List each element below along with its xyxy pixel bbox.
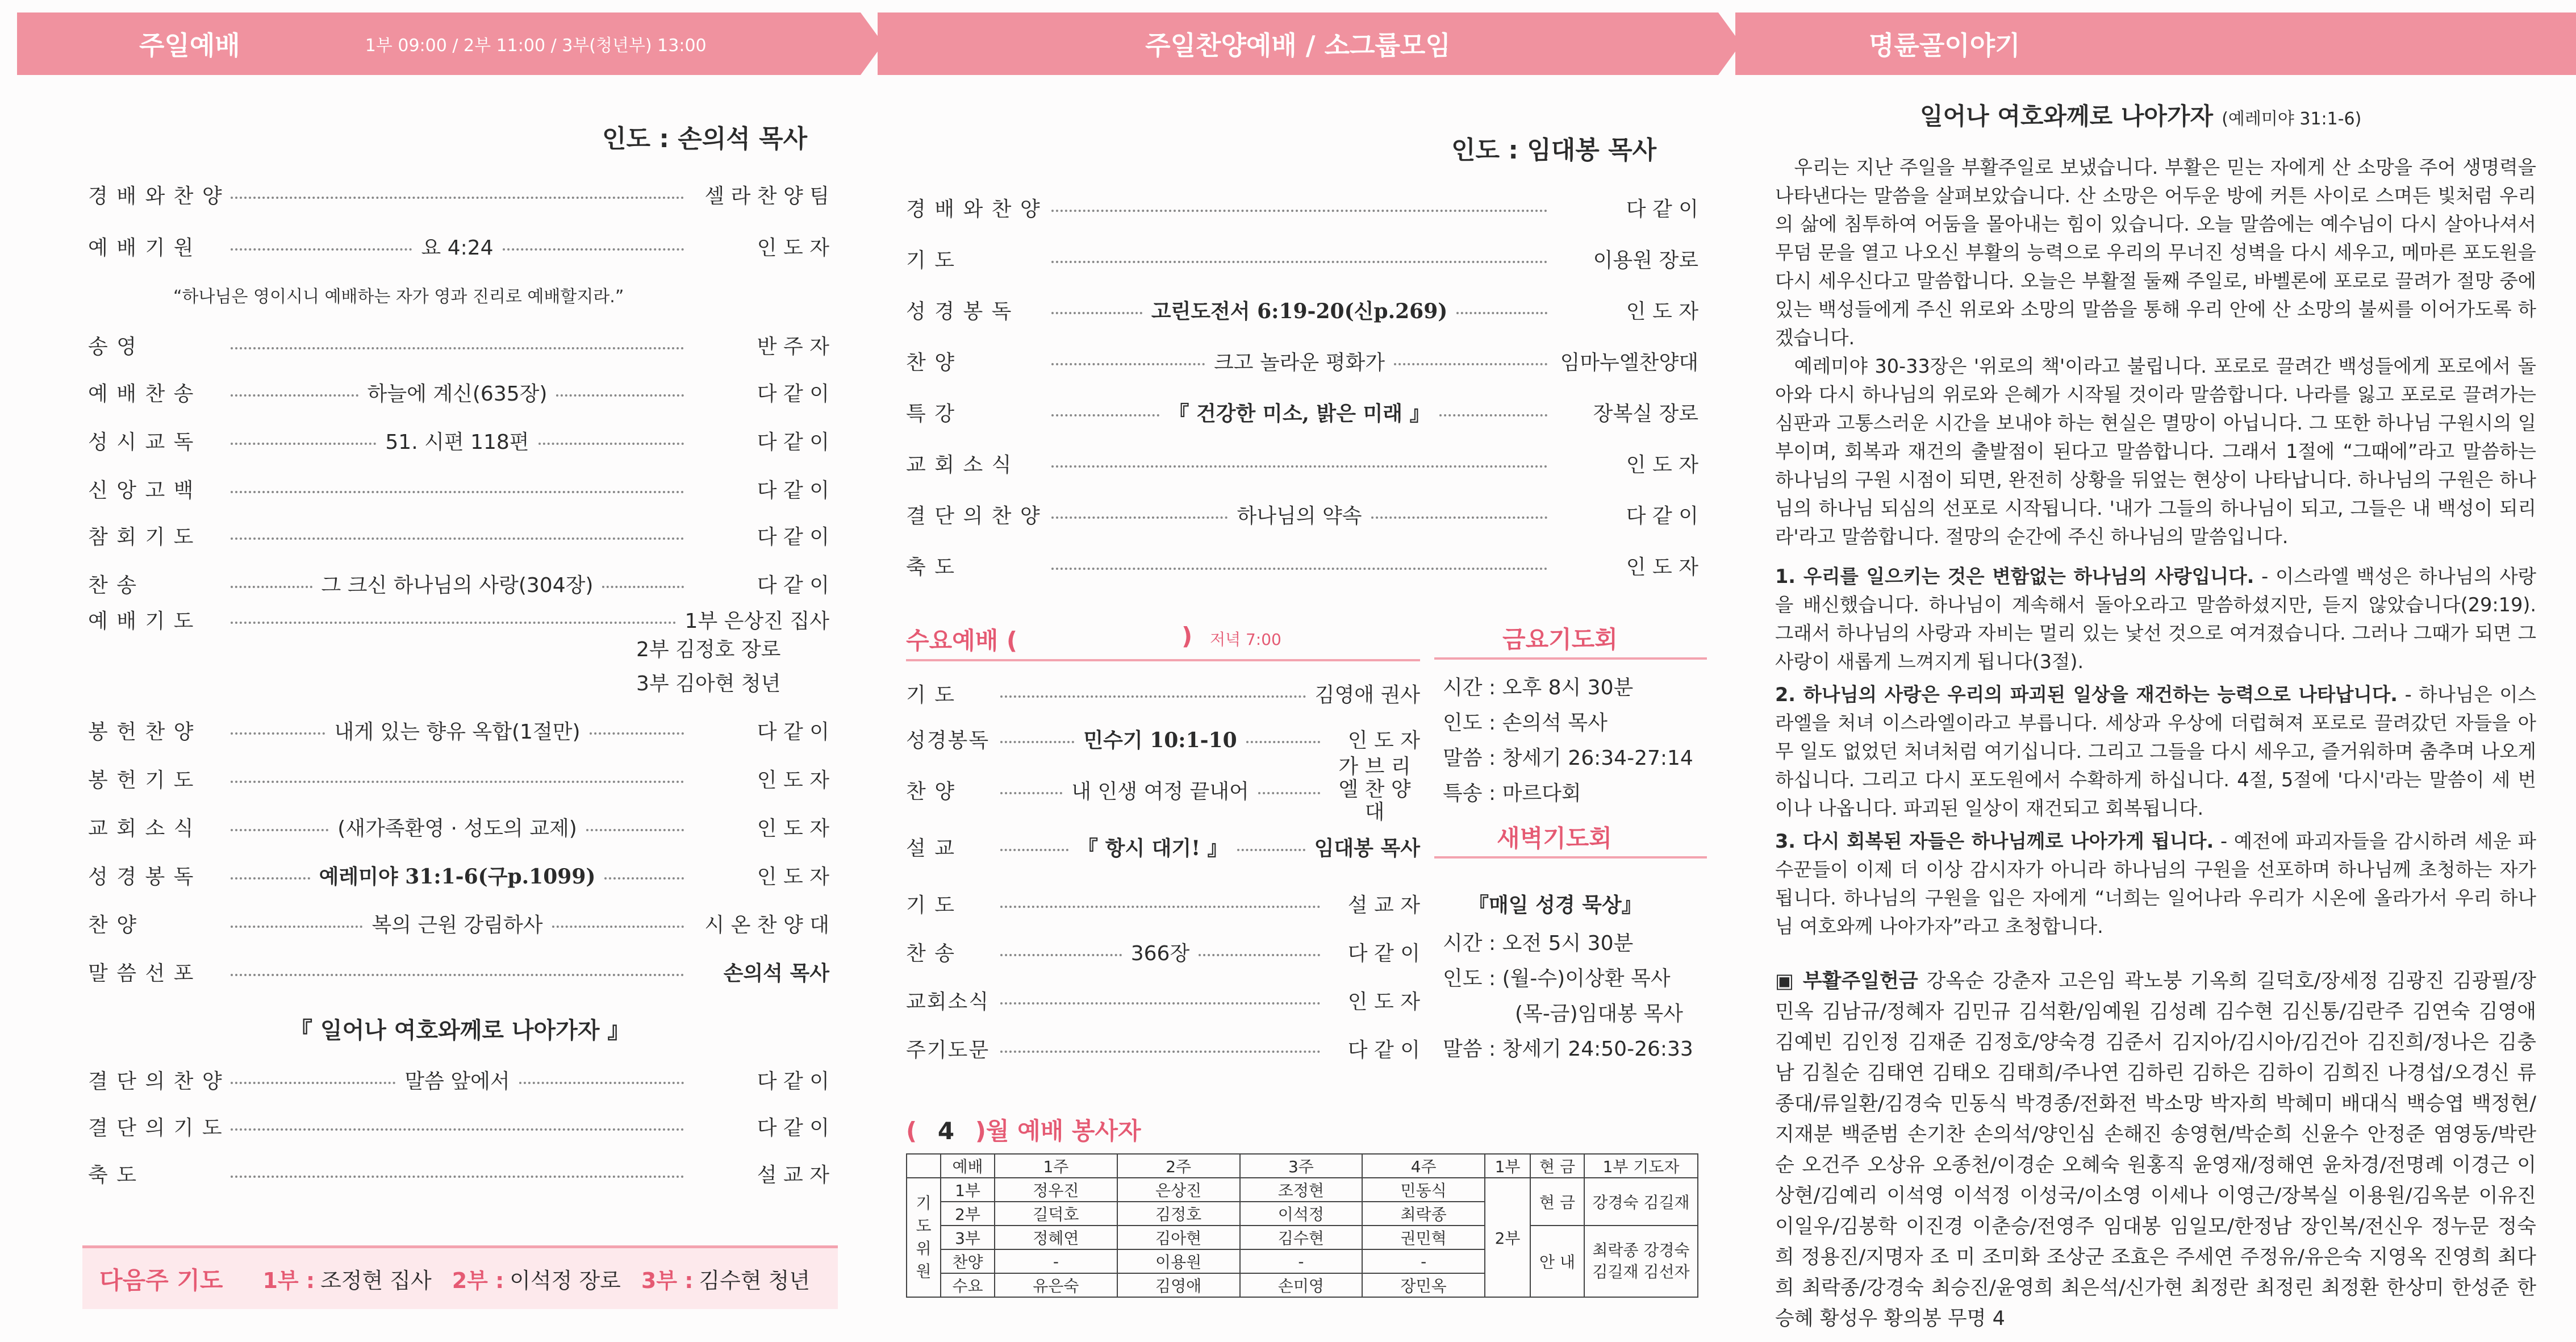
order-content: 요 4:24 bbox=[421, 236, 494, 260]
volunteer-title bbox=[906, 1112, 1141, 1147]
leader-dots bbox=[503, 248, 684, 251]
order-person: 인 도 자 bbox=[1347, 990, 1420, 1014]
fri-line: 특송 : 마르다회 bbox=[1443, 782, 1581, 805]
next-1-name: 조정현 집사 bbox=[320, 1268, 432, 1293]
order-person: 가 브 리 엘 찬 양 대 bbox=[1338, 755, 1411, 824]
order-content: 『 건강한 미소, 밝은 미래 』 bbox=[1168, 401, 1430, 426]
next-1-label: 1부 : bbox=[262, 1268, 315, 1293]
leader-dots bbox=[1000, 906, 1320, 908]
order-content: 『 항시 대기! 』 bbox=[1078, 836, 1228, 860]
order-person: 인 도 자 bbox=[757, 865, 829, 889]
order-person: 셀 라 찬 양 팀 bbox=[704, 184, 829, 208]
order-person: 인 도 자 bbox=[1626, 555, 1698, 579]
name-cell: 길덕호 bbox=[995, 1202, 1117, 1226]
order-person: 다 같 이 bbox=[1626, 197, 1698, 221]
leader-dots bbox=[604, 877, 684, 880]
order-content: 그 크신 하나님의 사랑(304장) bbox=[321, 573, 594, 597]
next-2-label: 2부 : bbox=[452, 1268, 504, 1293]
fri-line: 시간 : 오후 8시 30분 bbox=[1443, 676, 1634, 699]
dawn-divider bbox=[1434, 856, 1707, 858]
praise-worship-panel bbox=[861, 0, 1718, 1342]
point-body: - 이스라엘 백성은 하나님의 사랑을 배신했습니다. 하나님이 계속해서 돌아오라고 말씀하셨지만, 듣지 않았습니다(29:19). 그래서 하나님의 사랑과 자비는 멀리 있는 낯선 것으로 여겨졌습니다. 그러나 그때가 되면 그 사랑이 새롭게 느껴지게 됩니다(3절). bbox=[1775, 565, 2536, 673]
order-person: 인 도 자 bbox=[757, 236, 829, 260]
offering-names: 강옥순 강춘자 고은임 곽노붕 기옥희 길덕호/장세정 김광진 김광필/장민옥 김남규/정혜자 김민규 김석환/임예원 김성례 김수현 김신통/김란주 김연숙 김영애 김예빈 김인정 김재준 김정호/양숙경 김준서 김지아/김시아/김건아 김진희/정나은 김충남 김칠순 김태연 김태오 김태희/주나연 김하린 김하은 김하이 김희진 나경섭/오경신 류종대/류일환/김경숙 민동식 박경종/전화전 박소망 박자희 박혜미 배대식 백승엽 백정현/지재분 백준범 손기찬 손의석/양인심 손해진 송영현/박순희 신윤수 안정준 염영동/박란순 오건주 오상유 오종천/이경순 오혜숙 원홍직 윤영재/정해연 윤차경/전명례 이경근 이상현/김예리 이석영 이석정 이성국/이소영 이세나 이영근/장복실 이용원/김옥분 이유진 이일우/김봉학 이진경 이춘승/전영주 임대봉 임일모/한정남 장인복/전신우 정누문 정숙희 정용진/지명자 조 미 조미화 조상군 조효은 주세연 주정유/유은숙 지영옥 진영희 최다희 최락종/강경숙 최승진/윤영희 최은석/신가현 최정란 최정린 최정환 한상미 한성준 한승혜 황성우 황의봉 무명 4 bbox=[1775, 970, 2536, 1330]
leader-dots bbox=[538, 443, 684, 445]
order-person: 시 온 찬 양 대 bbox=[704, 913, 830, 937]
leader-dots bbox=[231, 1128, 684, 1131]
next-3-name: 김수현 청년 bbox=[699, 1268, 811, 1293]
fri-info bbox=[1443, 670, 1693, 811]
table-header bbox=[907, 1154, 1698, 1178]
order-row bbox=[906, 722, 1420, 756]
leader-dots bbox=[231, 443, 376, 445]
order-person: 다 같 이 bbox=[757, 382, 829, 406]
order-row bbox=[906, 983, 1420, 1017]
next-3-label: 3부 : bbox=[641, 1268, 694, 1293]
order-person: 인 도 자 bbox=[757, 816, 829, 840]
table-row bbox=[907, 1226, 1698, 1249]
leader-dots bbox=[1051, 568, 1547, 570]
fri-divider bbox=[1434, 657, 1707, 660]
order-row bbox=[906, 293, 1698, 327]
point-body: - 하나님은 이스라엘을 처녀 이스라엘이라고 부릅니다. 세상과 우상에 더럽혀져 포로로 끌려갔던 자들을 아무 일도 없었던 처녀처럼 여기십니다. 그리고 그들을 다시 세우고, 즐거워하며 춤추며 나오게 하십니다. 그리고 다시 포도원에서 수확하게 하십니다. 4절, 5절에 '다시'라는 말씀이 세 번이나 나옵니다. 파괴된 일상이 재건되고 회복됩니다. bbox=[1775, 683, 2536, 819]
leader-dots bbox=[1051, 414, 1159, 416]
order-row bbox=[906, 548, 1698, 582]
head-cell bbox=[907, 1154, 941, 1178]
order-person: 1부 은상진 집사 bbox=[684, 609, 829, 633]
order-content: 민수기 10:1-10 bbox=[1083, 728, 1237, 752]
dawn-line: 인도 : (월-수)이상환 목사 bbox=[1443, 967, 1671, 990]
leader-dots bbox=[231, 781, 684, 783]
leader-dots bbox=[1394, 363, 1547, 365]
order-row bbox=[88, 423, 829, 457]
leader-dots bbox=[1439, 414, 1547, 416]
name-cell: 민동식 bbox=[1362, 1178, 1485, 1202]
order-label: 축 도 bbox=[906, 555, 955, 579]
order-label: 축 도 bbox=[88, 1163, 137, 1187]
wed-divider bbox=[906, 659, 1420, 661]
leader-dots bbox=[231, 491, 684, 493]
table-row bbox=[907, 1178, 1698, 1202]
order-content: (새가족환영 · 성도의 교제) bbox=[337, 816, 577, 840]
order-row bbox=[88, 472, 829, 506]
article-paragraph: 우리는 지난 주일을 부활주일로 보냈습니다. 부활은 믿는 자에게 산 소망을 주어 생명력을 나타낸다는 말씀을 살펴보았습니다. 산 소망은 어두운 방에 커튼 사이로 스며든 빛처럼 우리의 삶에 침투하여 어둠을 몰아내는 힘이 있습니다. 오늘 말씀에는 예수님이 다시 살아나셔서 무덤 문을 열고 나오신 부활의 능력으로 우리의 무너진 성벽을 다시 세우고, 메마른 포도원을 다시 세우신다고 말씀합니다. 오늘은 부활절 둘째 주일로, 바벨론에 포로로 끌려가 절망 중에 있는 백성들에게 주신 위로와 소망의 말씀을 통해 우리 안에 산 소망의 불씨를 이어가도록 하겠습니다. bbox=[1775, 156, 2536, 349]
order-person: 다 같 이 bbox=[1626, 504, 1699, 528]
order-row bbox=[88, 602, 829, 636]
order-content: 내게 있는 향유 옥합(1절만) bbox=[334, 720, 581, 744]
leader-dots bbox=[231, 537, 684, 540]
name-cell: 손미영 bbox=[1240, 1273, 1363, 1297]
order-person: 반 주 자 bbox=[757, 335, 829, 359]
order-row bbox=[906, 446, 1698, 480]
dawn-title: 새벽기도회 bbox=[1497, 824, 1612, 852]
order-label: 경 배 와 찬 양 bbox=[906, 197, 1041, 221]
order-label: 송 영 bbox=[88, 335, 137, 359]
order-row bbox=[906, 935, 1420, 969]
leader-dots bbox=[231, 829, 328, 831]
order-person: 다 같 이 bbox=[757, 430, 829, 454]
leader-dots bbox=[1000, 792, 1062, 794]
svc-cell: 3부 bbox=[941, 1226, 995, 1249]
order-label: 찬 양 bbox=[88, 913, 137, 937]
vol-month: 4 bbox=[937, 1117, 955, 1145]
offering-list bbox=[1775, 966, 2536, 1334]
order-row bbox=[88, 761, 829, 795]
leader-dots bbox=[231, 197, 684, 199]
head-cell: 1부 bbox=[1485, 1154, 1530, 1178]
name-cell: 김아현 bbox=[1117, 1226, 1240, 1249]
name-cell: 최락종 bbox=[1362, 1202, 1485, 1226]
wed-title-start: 수요예배 ( bbox=[906, 627, 1018, 655]
dawn-info bbox=[1443, 926, 1693, 1067]
guide-names: 최락종 강경숙 김길재 김선자 bbox=[1584, 1226, 1698, 1297]
leader-dots bbox=[231, 926, 362, 928]
order-person: 다 같 이 bbox=[757, 573, 829, 597]
order-label: 예 배 기 도 bbox=[88, 609, 195, 633]
offering-title: ▣ 부활주일헌금 bbox=[1775, 970, 1918, 993]
order-row bbox=[906, 497, 1698, 531]
order-content: 내 인생 여정 끝내어 bbox=[1071, 780, 1249, 803]
name-cell: 김수현 bbox=[1240, 1226, 1363, 1249]
order-row bbox=[906, 190, 1698, 224]
wed-time: 저녁 7:00 bbox=[1210, 630, 1281, 649]
order-label: 찬 양 bbox=[906, 780, 955, 803]
svc-cell: 1부 bbox=[941, 1178, 995, 1202]
order-content: 366장 bbox=[1130, 941, 1190, 965]
leader-dots bbox=[1258, 792, 1320, 794]
offering-names: 강경숙 김길재 bbox=[1584, 1178, 1698, 1226]
leader-dots bbox=[519, 1082, 684, 1084]
order-label: 기 도 bbox=[906, 893, 955, 917]
order-label: 결 단 의 찬 양 bbox=[88, 1069, 223, 1093]
leader-dots bbox=[1199, 954, 1320, 956]
vol-title-rest: )월 예배 봉사자 bbox=[975, 1117, 1141, 1145]
article-ref: (예레미야 31:1-6) bbox=[2222, 109, 2362, 129]
order-content: 51. 시편 118편 bbox=[385, 430, 529, 454]
leader-dots bbox=[231, 1176, 684, 1178]
order-label: 예 배 찬 송 bbox=[88, 382, 195, 406]
name-cell: 은상진 bbox=[1117, 1178, 1240, 1202]
order-label: 기 도 bbox=[906, 683, 955, 707]
svc-cell: 2부 bbox=[941, 1202, 995, 1226]
sunday-worship-panel bbox=[0, 0, 861, 1342]
leader-dots bbox=[1456, 312, 1547, 314]
article-point bbox=[1775, 562, 2536, 676]
head-cell: 현 금 bbox=[1530, 1154, 1584, 1178]
order-content: 하늘에 계신(635장) bbox=[367, 382, 548, 406]
order-person: 임마누엘찬양대 bbox=[1560, 351, 1699, 374]
order-row bbox=[88, 955, 829, 989]
point-head: 3. 다시 회복된 자들은 하나님께로 나아가게 됩니다. bbox=[1775, 830, 2214, 852]
order-label: 찬 송 bbox=[906, 941, 955, 965]
header-title: 명륜골이야기 bbox=[1869, 30, 2020, 61]
order-label: 특 강 bbox=[906, 402, 955, 426]
order-label: 교 회 소 식 bbox=[906, 453, 1013, 477]
leader-dots bbox=[602, 586, 684, 588]
leader-dots bbox=[556, 394, 684, 397]
name-cell: 이용원 bbox=[1117, 1249, 1240, 1273]
order-label: 교 회 소 식 bbox=[88, 816, 195, 840]
vol-paren-open: ( bbox=[906, 1117, 917, 1145]
leader-dots bbox=[1000, 695, 1306, 698]
leader-dots bbox=[586, 829, 684, 831]
order-person: 다 같 이 bbox=[757, 525, 829, 549]
next-week-label: 다음주 기도 bbox=[99, 1266, 223, 1294]
offering-label: 현 금 bbox=[1530, 1178, 1584, 1226]
wed-title-end: ) bbox=[1181, 622, 1193, 650]
header-title: 주일찬양예배 / 소그룹모임 bbox=[1145, 30, 1451, 61]
order-person: 다 같 이 bbox=[757, 478, 829, 502]
service-times: 1부 09:00 / 2부 11:00 / 3부(청년부) 13:00 bbox=[365, 36, 707, 56]
article-title: 일어나 여호와께로 나아가자 bbox=[1920, 102, 2214, 130]
order-label: 설 교 bbox=[906, 836, 955, 860]
point-body: - 예전에 파괴자들을 감시하려 세운 파수꾼들이 이제 더 이상 감시자가 아니라 하나님의 구원을 선포하며 하나님께 초청하는 자가 됩니다. 하나님의 구원을 입은 자에게 “너희는 일어나라 우리가 시온에 올라가서 우리 하나님 여호와께 나아가자”라고 초청합니다. bbox=[1775, 830, 2536, 937]
order-label: 봉 헌 기 도 bbox=[88, 768, 195, 792]
point-head: 1. 우리를 일으키는 것은 변함없는 하나님의 사랑입니다. bbox=[1775, 565, 2254, 587]
next-2-name: 이석정 장로 bbox=[510, 1268, 621, 1293]
leader-dots bbox=[1051, 312, 1142, 314]
svc-cell: 찬양 bbox=[941, 1249, 995, 1273]
leader-dots bbox=[1000, 849, 1068, 851]
praise-worship-header bbox=[878, 12, 1718, 75]
order-person: 인 도 자 bbox=[757, 768, 829, 792]
leader-dots bbox=[1000, 954, 1122, 956]
leader-dots bbox=[231, 347, 684, 349]
order-label: 성 경 봉 독 bbox=[88, 865, 195, 889]
leader-dots bbox=[1051, 516, 1228, 519]
leader-dots bbox=[231, 622, 676, 624]
order-row bbox=[906, 1031, 1420, 1065]
leader-dots bbox=[1371, 516, 1547, 519]
leader-dots bbox=[1051, 363, 1205, 365]
order-label: 말 씀 선 포 bbox=[88, 961, 195, 985]
article-body bbox=[1775, 153, 2536, 941]
order-row bbox=[88, 328, 829, 362]
dawn-subtitle: 『매일 성경 묵상』 bbox=[1468, 893, 1642, 917]
order-row bbox=[88, 858, 829, 892]
order-label: 성 경 봉 독 bbox=[906, 299, 1013, 323]
leader-dots bbox=[231, 248, 412, 251]
fri-line: 말씀 : 창세기 26:34-27:14 bbox=[1443, 747, 1693, 770]
order-person: 인 도 자 bbox=[1626, 299, 1698, 323]
order-person: 다 같 이 bbox=[757, 720, 829, 744]
order-row bbox=[88, 375, 829, 409]
article-heading bbox=[1920, 98, 2361, 132]
order-row bbox=[906, 830, 1420, 864]
head-cell: 4주 bbox=[1362, 1154, 1485, 1178]
leader-dots bbox=[231, 974, 684, 976]
name-cell: 권민혁 bbox=[1362, 1226, 1485, 1249]
order-person: 이용원 장로 bbox=[1593, 248, 1698, 272]
leader-dots bbox=[1246, 741, 1320, 743]
article-paragraph: 예레미야 30-33장은 '위로의 책'이라고 불립니다. 포로로 끌려간 백성들에게 포로에서 돌아와 다시 하나님의 위로와 은혜가 시작될 것이라 말씀합니다. 나라를 잃고 포로로 끌려가는 심판과 고통스러운 시간을 보내야 하는 현실은 멸망이 아닙니다. 그 또한 하나님 구원시의 일부이며, 회복과 재건의 출발점이 된다고 말씀합니다. 그래서 1절에 “그때에”라고 말씀하는 하나님의 구원 시점이 되면, 완전히 상황을 뒤엎는 현상이 나타납니다. 하나님의 구원은 하나님의 하나님 되심의 선포로 시작됩니다. '내가 그들의 하나님이 되고, 그들은 내 백성이 되리라'라고 말씀합니다. 절망의 순간에 주신 하나님의 말씀입니다. bbox=[1775, 355, 2536, 548]
order-row bbox=[906, 886, 1420, 920]
order-content: 고린도전서 6:19-20(신p.269) bbox=[1151, 299, 1448, 323]
order-label: 교회소식 bbox=[906, 990, 990, 1014]
order-person: 다 같 이 bbox=[1347, 941, 1420, 965]
header-title: 주일예배 bbox=[139, 30, 240, 61]
order-row bbox=[88, 518, 829, 552]
leader-dots bbox=[1000, 741, 1074, 743]
order-label: 성경봉독 bbox=[906, 728, 990, 752]
order-label: 결 단 의 찬 양 bbox=[906, 504, 1041, 528]
order-person: 임대봉 목사 bbox=[1314, 836, 1420, 860]
name-cell: 유은숙 bbox=[995, 1273, 1117, 1297]
order-content: 말씀 앞에서 bbox=[404, 1069, 510, 1093]
order-content: 하나님의 약속 bbox=[1237, 504, 1362, 528]
order-row bbox=[906, 755, 1420, 824]
leader-dots bbox=[1051, 210, 1547, 212]
name-cell: - bbox=[995, 1249, 1117, 1273]
name-cell: 장민옥 bbox=[1362, 1273, 1485, 1297]
order-person: 설 교 자 bbox=[1347, 893, 1420, 917]
guide-label: 안 내 bbox=[1530, 1226, 1584, 1297]
order-label: 주기도문 bbox=[906, 1038, 990, 1062]
group-label: 기도 위원 bbox=[907, 1178, 941, 1297]
order-content: 예레미야 31:1-6(구p.1099) bbox=[319, 864, 596, 889]
name-cell: - bbox=[1362, 1249, 1485, 1273]
name-cell: 김정호 bbox=[1117, 1202, 1240, 1226]
order-person: 인 도 자 bbox=[1626, 453, 1698, 477]
order-row bbox=[88, 177, 829, 211]
name-cell: 조정현 bbox=[1240, 1178, 1363, 1202]
order-person: 인 도 자 bbox=[1347, 728, 1420, 752]
leader-dots bbox=[1237, 849, 1305, 851]
order-row bbox=[88, 713, 829, 747]
scripture-verse: “하나님은 영이시니 예배하는 자가 영과 진리로 예배할지라.” bbox=[173, 287, 624, 307]
leader-dots bbox=[231, 586, 312, 588]
point-head: 2. 하나님의 사랑은 우리의 파괴된 일상을 재건하는 능력으로 나타납니다. bbox=[1775, 683, 2398, 706]
order-row bbox=[88, 566, 829, 601]
order-row bbox=[88, 1109, 829, 1143]
order-label: 참 회 기 도 bbox=[88, 525, 195, 549]
leader-dots bbox=[1000, 1002, 1320, 1005]
order-label: 신 앙 고 백 bbox=[88, 478, 195, 502]
order-person: 손의석 목사 bbox=[723, 961, 829, 985]
name-cell: 김영애 bbox=[1117, 1273, 1240, 1297]
leader-dots bbox=[1000, 1051, 1320, 1053]
head-cell: 1주 bbox=[995, 1154, 1117, 1178]
order-label: 성 시 교 독 bbox=[88, 430, 195, 454]
worship-leader: 인도 : 임대봉 목사 bbox=[1451, 136, 1657, 165]
sunday-worship-header bbox=[17, 12, 861, 75]
name-cell: 정혜연 bbox=[995, 1226, 1117, 1249]
head-cell: 2주 bbox=[1117, 1154, 1240, 1178]
next-week-prayer bbox=[82, 1245, 838, 1309]
article-point bbox=[1775, 827, 2536, 941]
story-header bbox=[1735, 12, 2576, 75]
prayer-2: 2부 김정호 장로 bbox=[636, 638, 781, 661]
order-label: 봉 헌 찬 양 bbox=[88, 720, 195, 744]
order-label: 찬 양 bbox=[906, 351, 955, 374]
leader-dots bbox=[231, 732, 325, 735]
order-row bbox=[906, 344, 1698, 378]
order-label: 예 배 기 원 bbox=[88, 236, 195, 260]
order-label: 결 단 의 기 도 bbox=[88, 1116, 223, 1140]
head-cell: 1부 기도자 bbox=[1584, 1154, 1698, 1178]
leader-dots bbox=[231, 877, 310, 880]
order-person: 장복실 장로 bbox=[1593, 402, 1698, 426]
svc-cell: 수요 bbox=[941, 1273, 995, 1297]
order-row bbox=[88, 229, 829, 263]
order-person: 다 같 이 bbox=[757, 1069, 830, 1093]
order-label: 기 도 bbox=[906, 248, 955, 272]
leader-dots bbox=[1051, 261, 1547, 263]
leader-dots bbox=[231, 1082, 395, 1084]
order-label: 경 배 와 찬 양 bbox=[88, 184, 223, 208]
order-row bbox=[88, 1156, 829, 1190]
dawn-line: 말씀 : 창세기 24:50-26:33 bbox=[1443, 1037, 1693, 1061]
name-cell: 이석정 bbox=[1240, 1202, 1363, 1226]
order-person: 다 같 이 bbox=[1347, 1038, 1420, 1062]
order-person: 다 같 이 bbox=[757, 1116, 829, 1140]
head-cell: 예배 bbox=[941, 1154, 995, 1178]
leader-dots bbox=[231, 394, 358, 397]
fri-title: 금요기도회 bbox=[1502, 626, 1618, 653]
worship-leader: 인도 : 손의석 목사 bbox=[602, 124, 808, 153]
bu2-cell: 2부 bbox=[1485, 1178, 1530, 1297]
leader-dots bbox=[1051, 465, 1547, 468]
article-point bbox=[1775, 681, 2536, 823]
prayer-3: 3부 김아현 청년 bbox=[636, 672, 781, 695]
order-row bbox=[88, 1062, 829, 1097]
order-person: 김영애 권사 bbox=[1314, 683, 1420, 707]
order-content: 복의 근원 강림하사 bbox=[371, 913, 543, 937]
order-row bbox=[88, 810, 829, 844]
order-row bbox=[906, 676, 1420, 710]
order-row bbox=[906, 395, 1698, 429]
name-cell: 정우진 bbox=[995, 1178, 1117, 1202]
volunteer-table bbox=[906, 1153, 1698, 1298]
leader-dots bbox=[552, 926, 684, 928]
order-label: 찬 송 bbox=[88, 573, 137, 597]
order-content: 크고 놀라운 평화가 bbox=[1213, 351, 1385, 374]
order-person: 설 교 자 bbox=[757, 1163, 829, 1187]
sermon-title: 『 일어나 여호와께로 나아가자 』 bbox=[290, 1017, 631, 1044]
dawn-line: 시간 : 오전 5시 30분 bbox=[1443, 932, 1634, 955]
order-row bbox=[88, 906, 829, 940]
head-cell: 3주 bbox=[1240, 1154, 1363, 1178]
dawn-line: (목-금)임대봉 목사 bbox=[1515, 1002, 1683, 1026]
fri-line: 인도 : 손의석 목사 bbox=[1443, 711, 1608, 735]
order-row bbox=[906, 241, 1698, 276]
leader-dots bbox=[590, 732, 684, 735]
name-cell: - bbox=[1240, 1249, 1363, 1273]
